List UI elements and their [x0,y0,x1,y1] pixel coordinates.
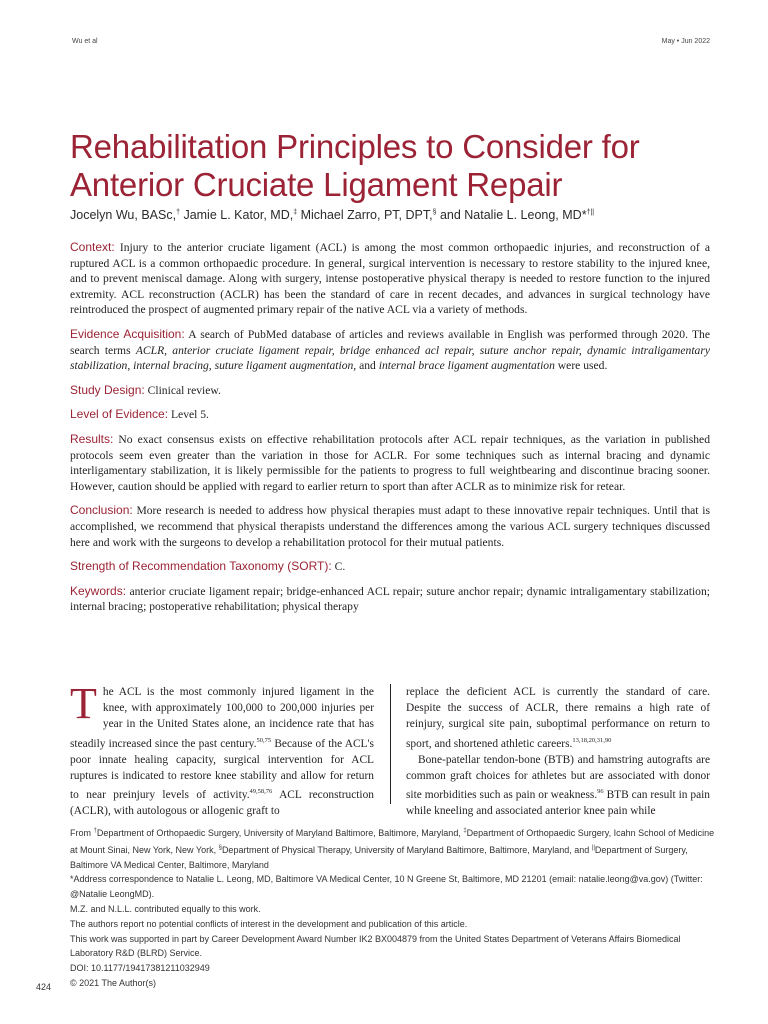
abstract-study-design [70,383,710,399]
article-title: Rehabilitation Principles to Consider for Anterior Cruciate Ligament Repair [70,128,640,203]
correspondence-note: *Address correspondence to Natalie L. Leong, MD, Baltimore VA Medical Center, 10 N Greene St, Baltimore, MD 21201 (email: natalie.leong@va.gov) (Twitter: @Natalie LeongMD). [70,874,703,900]
affiliation-mark: § [218,844,222,851]
abstract-conclusion [70,503,710,550]
abstract-sort [70,559,710,575]
body-text-run: BTB can result in pain while kneeling and associated anterior knee pain while [406,788,710,818]
abstract-level [70,407,710,423]
evidence-label: Evidence Acquisition: [70,326,185,341]
author-name: Jocelyn Wu, BASc, [70,208,177,222]
abstract-evidence [70,327,710,374]
footnote-text: Department of Surgery, Baltimore VA Medical Center, Baltimore, Maryland [70,844,688,870]
results-text: No exact consensus exists on effective rehabilitation protocols after ACL repair techniques, as the variation in published protocols seem even greater than the variation in those for ACLR. For some techniques such as internal bracing and dynamic interligamentary stabilization, it is likely permissible for the patients to progress to full weightbearing and discontinue bracing sooner. However, caution should be applied with regard to earlier return to sport than after ACLR as to minimize risk for retear. [70,432,710,493]
page-number: 424 [36,982,52,992]
context-label: Context: [70,240,115,254]
results-label: Results: [70,431,114,446]
footnotes [70,824,715,991]
keywords-text: anterior cruciate ligament repair; bridge-enhanced ACL repair; suture anchor repair; dynamic intraligamentary stabilization; internal bracing; postoperative rehabilitation; physical therapy [70,584,710,614]
author-name: Michael Zarro, PT, DPT, [297,208,433,222]
affiliation-mark: ‡ [463,828,467,834]
conclusion-text: More research is needed to address how physical therapies must adapt to these innovative repair techniques. Until that is accomplished, we recommend that physical therapists understand the differences among the various ACL surgery techniques discussed here and work with the surgeons to develop a rehabilitation protocol for their mutual patients. [70,504,710,549]
evidence-and: and [359,359,376,373]
affiliation-mark: § [432,208,437,216]
conclusion-label: Conclusion: [70,503,133,518]
affiliation-mark: † [176,208,180,216]
drop-cap: T [70,679,97,728]
study-design-label: Study Design: [70,382,145,397]
conflicts-note: The authors report no potential conflicts of interest in the development and publication of this article. [70,918,468,929]
copyright-note: © 2021 The Author(s) [70,977,157,988]
abstract-results [70,432,710,494]
body-text-run: Bone-patellar tendon-bone (BTB) and hamstring autografts are common graft choices for athletes but are associated with donor site morbidities such as pain or weakness. [406,753,710,801]
body-text-run: replace the deficient ACL is currently the standard of care. Despite the success of ACLR, there remains a high rate of reinjury, surgical site pain, suboptimal performance on return to sport, and shortened athletic careers. [406,686,710,750]
intro-paragraph [70,679,374,819]
footnote-text: Department of Orthopaedic Surgery, Icahn School of Medicine at Mount Sinai, New York, New York, [70,828,715,855]
doi-note: DOI: 10.1177/19417381211032949 [70,963,210,974]
evidence-text-end: were used. [557,359,608,373]
evidence-search-terms: ACLR, anterior cruciate ligament repair, bridge enhanced acl repair, suture anchor repair, dynamic intraligamentary stabilization, internal bracing, suture ligament augmentation, [70,343,711,373]
body-paragraph [406,752,710,820]
equal-contribution-note: M.Z. and N.L.L. contributed equally to this work. [70,903,261,914]
affiliations-note [70,824,715,872]
author-name: and Natalie L. Leong, MD* [436,208,587,222]
level-label: Level of Evidence: [70,407,169,422]
study-design-text: Clinical review. [147,383,221,397]
context-text: Injury to the anterior cruciate ligament (ACL) is among the most common orthopaedic injuries, and reconstruction of a ruptured ACL is a common orthopaedic procedure. In general, surgical intervention is necessary to restore stability to the injured knee, and to prevent meniscal damage. Along with surgery, intense postoperative physical therapy is needed to restore function to the injured extremity. ACL reconstruction (ACLR) has been the standard of care in recent decades, and advances in surgical technology have reintroduced the prospect of augmented primary repair of the native ACL via a variety of methods. [70,241,710,317]
sort-label: Strength of Recommendation Taxonomy (SORT): [70,559,332,574]
affiliation-mark: †|| [586,208,595,216]
citation-ref: 50,75 [256,736,272,744]
running-header-authors: Wu et al [72,38,98,45]
column-divider [390,684,391,804]
citation-ref: 96 [597,788,604,796]
abstract-context [70,240,710,318]
body-column-right [406,684,710,818]
body-text-run: Because of the ACL's poor innate healing capacity, surgical intervention for ACL ruptures is indicated to restore knee stability and allow for return to near preinjury levels of activity. [70,737,374,801]
author-list [70,208,720,222]
affiliation-mark: || [591,844,595,851]
abstract-keywords [70,584,710,615]
abstract [70,240,710,624]
affiliation-mark: † [93,828,97,834]
author-name: Jamie L. Kator, MD, [179,208,294,222]
body-column-left [70,679,374,818]
evidence-text: A search of PubMed database of articles and reviews available in English was performed through 2020. The search terms [70,327,710,357]
footnote-text: Department of Orthopaedic Surgery, University of Maryland Baltimore, Baltimore, Maryland, [96,828,464,838]
affiliation-mark: ‡ [293,208,298,216]
running-header-date: May • Jun 2022 [661,38,710,45]
footnote-text: Department of Physical Therapy, University of Maryland Baltimore, Baltimore, Maryland, and [221,844,592,855]
evidence-search-term-last: internal brace ligament augmentation [378,359,555,373]
body-text-run: ACL reconstruction (ACLR), with autologous or allogenic graft to [70,788,374,818]
citation-ref: 13,18,20,31,90 [572,736,612,744]
body-text [70,679,710,818]
sort-text: C. [334,560,346,574]
body-paragraph [406,684,710,752]
footnote-text: From [70,828,94,838]
funding-note: This work was supported in part by Career Development Award Number IK2 BX004879 from the United States Department of Veterans Affairs Biomedical Laboratory R&D (BLRD) Service. [70,933,681,959]
level-text: Level 5. [170,408,209,422]
citation-ref: 49,58,76 [249,788,273,796]
keywords-label: Keywords: [70,583,127,598]
body-text-run: he ACL is the most commonly injured ligament in the knee, with approximately 100,000 to 200,000 injuries per year in the United States alone, an incidence rate that has steadily increased since the past century. [70,686,374,750]
